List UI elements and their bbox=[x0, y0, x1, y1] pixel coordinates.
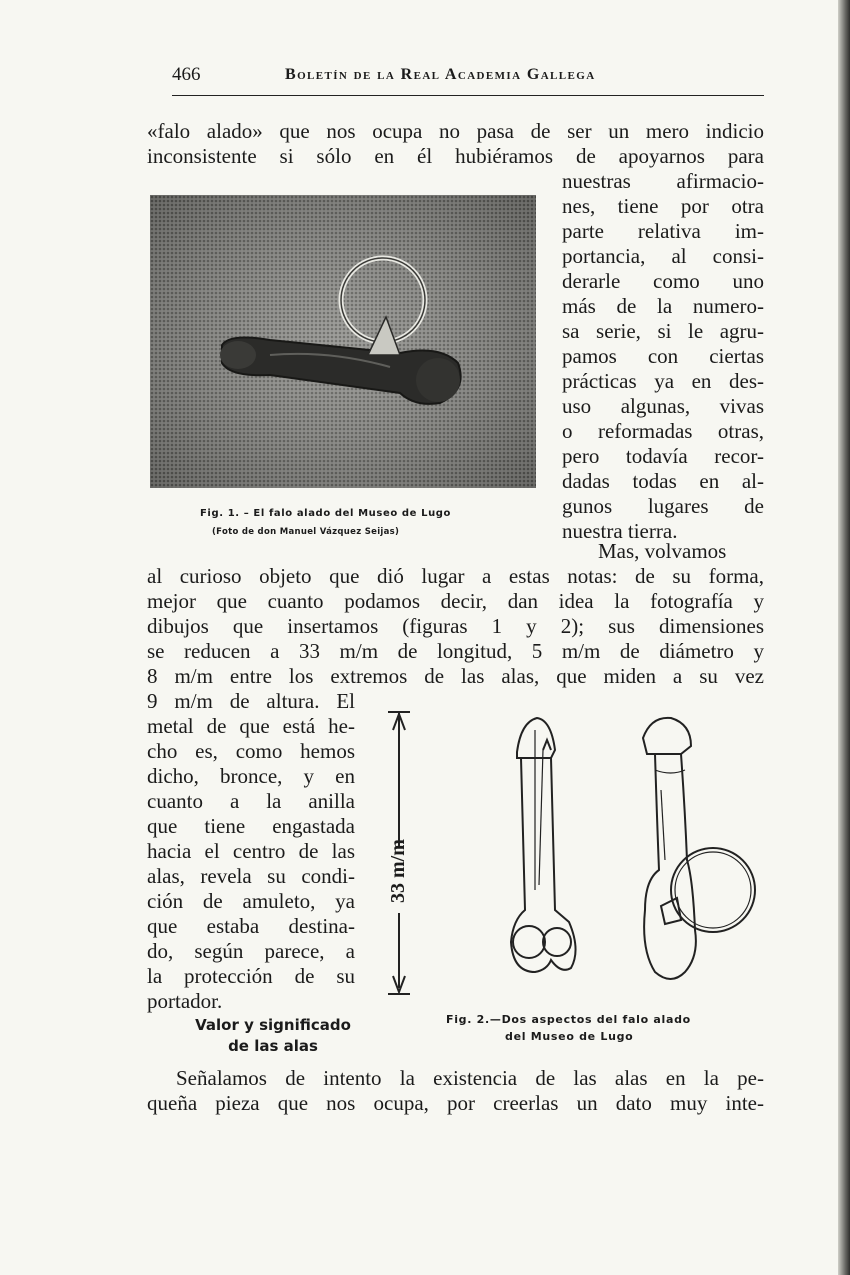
figure-1-credit: (Foto de don Manuel Vázquez Seijas) bbox=[212, 527, 400, 537]
body-line: pero todavía recor- bbox=[562, 444, 764, 468]
body-line: se reducen a 33 m/m de longitud, 5 m/m de diámetro y bbox=[147, 639, 764, 663]
body-line: dibujos que insertamos (figuras 1 y 2); sus dimensiones bbox=[147, 614, 764, 638]
body-line: Señalamos de intento la existencia de las alas en la pe- bbox=[176, 1066, 764, 1090]
body-line: dicho, bronce, y en bbox=[147, 764, 355, 788]
body-line: la protección de su bbox=[147, 964, 355, 988]
drawing-front-view bbox=[511, 718, 576, 972]
figure-2-drawings bbox=[495, 710, 770, 1000]
body-line: nuestra tierra. bbox=[562, 519, 678, 543]
body-line: cho es, como hemos bbox=[147, 739, 355, 763]
body-line: cuanto a la anilla bbox=[147, 789, 355, 813]
body-line: Mas, volvamos bbox=[598, 539, 727, 563]
body-line: parte relativa im- bbox=[562, 219, 764, 243]
drawing-side-view bbox=[643, 718, 755, 979]
body-line: hacia el centro de las bbox=[147, 839, 355, 863]
body-line: nes, tiene por otra bbox=[562, 194, 764, 218]
body-line: más de la numero- bbox=[562, 294, 764, 318]
running-header: Boletín de la Real Academia Gallega bbox=[285, 66, 596, 83]
body-line: que estaba destina- bbox=[147, 914, 355, 938]
body-line: 8 m/m entre los extremos de las alas, que miden a su vez bbox=[147, 664, 764, 688]
body-line: ción de amuleto, ya bbox=[147, 889, 355, 913]
scale-bar bbox=[380, 708, 416, 998]
body-line: inconsistente si sólo en él hubiéramos de apoyarnos para bbox=[147, 144, 764, 168]
body-line: portador. bbox=[147, 989, 223, 1013]
body-line: o reformadas otras, bbox=[562, 419, 764, 443]
body-line: que tiene engastada bbox=[147, 814, 355, 838]
body-line: portancia, al consi- bbox=[562, 244, 764, 268]
body-line: queña pieza que nos ocupa, por creerlas un dato muy inte- bbox=[147, 1091, 764, 1115]
header-rule bbox=[172, 95, 764, 96]
section-title: Valor y significado bbox=[195, 1016, 351, 1034]
body-line: gunos lugares de bbox=[562, 494, 764, 518]
page-edge-shadow bbox=[838, 0, 850, 1275]
body-line: do, según parece, a bbox=[147, 939, 355, 963]
figure-1-photo bbox=[150, 195, 536, 488]
body-line: prácticas ya en des- bbox=[562, 369, 764, 393]
body-line: pamos con ciertas bbox=[562, 344, 764, 368]
figure-2-caption: Fig. 2.—Dos aspectos del falo alado bbox=[446, 1013, 691, 1026]
body-line: metal de que está he- bbox=[147, 714, 355, 738]
body-line: alas, revela su condi- bbox=[147, 864, 355, 888]
body-line: 9 m/m de altura. El bbox=[147, 689, 355, 713]
body-line: «falo alado» que nos ocupa no pasa de ser un mero indicio bbox=[147, 119, 764, 143]
page-number: 466 bbox=[172, 64, 201, 85]
figure-1-caption: Fig. 1. – El falo alado del Museo de Lugo bbox=[200, 508, 452, 519]
body-line: al curioso objeto que dió lugar a estas notas: de su forma, bbox=[147, 564, 764, 588]
body-line: derarle como uno bbox=[562, 269, 764, 293]
body-line: dadas todas en al- bbox=[562, 469, 764, 493]
scale-label: 33 m/m bbox=[387, 839, 409, 903]
body-line: mejor que cuanto podamos decir, dan idea la fotografía y bbox=[147, 589, 764, 613]
body-line: sa serie, si le agru- bbox=[562, 319, 764, 343]
body-line: nuestras afirmacio- bbox=[562, 169, 764, 193]
section-title-continued: de las alas bbox=[228, 1037, 318, 1055]
body-line: uso algunas, vivas bbox=[562, 394, 764, 418]
figure-2-caption-continued: del Museo de Lugo bbox=[505, 1030, 634, 1043]
